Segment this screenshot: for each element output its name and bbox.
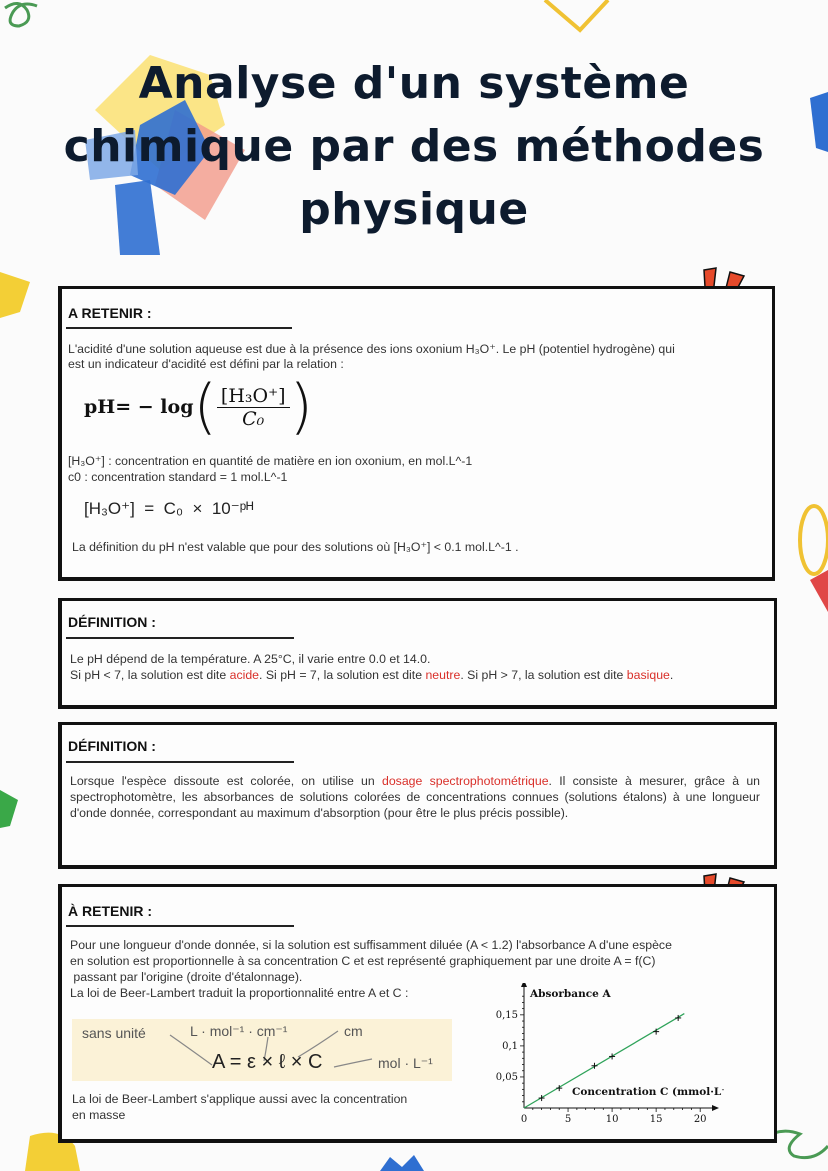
ph-range-text: Le pH dépend de la température. A 25°C, il varie entre 0.0 et 14.0. <box>70 652 431 666</box>
label-mol-per-litre: mol · L⁻¹ <box>378 1055 433 1071</box>
calibration-chart <box>488 983 724 1133</box>
x-tick-label: 15 <box>649 1114 663 1125</box>
ph-formula: pH= − log( $\frac{\text{[H₃O⁺]}}{\text{C₀}}$ ) <box>84 372 313 442</box>
beer-intro-line-1: Pour une longueur d'onde donnée, si la solution est suffisamment diluée (A < 1.2) l'absorbance A d'une espèce <box>70 938 672 952</box>
definition-h3o: [H₃O⁺] : concentration en quantité de matière en ion oxonium, en mol.L^-1 <box>68 454 473 468</box>
label-sans-unite: sans unité <box>82 1025 146 1041</box>
box-heading: DÉFINITION : <box>68 738 156 754</box>
definition-c0: c0 : concentration standard = 1 mol.L^-1 <box>68 470 288 484</box>
heading-underline <box>66 637 294 639</box>
y-tick-label: 0,1 <box>502 1040 518 1052</box>
x-axis-arrow <box>712 1105 719 1111</box>
x-tick-label: 20 <box>693 1114 707 1125</box>
term-acide: acide <box>229 668 260 682</box>
spectro-paragraph: Lorsque l'espèce dissoute est colorée, on utilise un dosage spectrophotométrique. Il consiste à mesurer, grâce à un spectrophotomètre, les absorbances de solutions colorées de concentrations connues (solutions étalons) à une longueur d'onde donnée, correspondant au maximum d'absorption (pour être le plus précis possible). <box>70 774 760 820</box>
beer-intro-line-2: en solution est proportionnelle à sa concentration C et est représenté graphiquement par une droite A = f(C) <box>70 954 656 968</box>
a-retenir-ph-box <box>58 286 775 581</box>
title-line-1: Analyse d'un système <box>138 58 690 109</box>
heading-underline <box>66 761 294 763</box>
ph-formula-numerator: [H₃O⁺] <box>217 385 290 408</box>
page-title <box>0 52 828 241</box>
box-heading: À RETENIR : <box>68 903 152 919</box>
term-dosage: dosage spectrophotométrique <box>382 774 549 788</box>
definition-spectro-box <box>58 722 777 869</box>
definition-ph-box <box>58 598 777 709</box>
intro-line-1: L'acidité d'une solution aqueuse est due à la présence des ions oxonium H₃O⁺. Le pH (potentiel hydrogène) qui <box>68 342 675 356</box>
label-cm: cm <box>344 1023 363 1039</box>
x-tick-label: 0 <box>520 1114 528 1125</box>
heading-underline <box>66 925 294 927</box>
x-tick-label: 10 <box>605 1114 619 1125</box>
box-heading: A RETENIR : <box>68 305 152 321</box>
beer-formula-main: A = ε × ℓ × C <box>212 1051 323 1073</box>
a-retenir-beer-lambert-box <box>58 884 777 1143</box>
ph-formula-lhs: pH= − log <box>84 396 194 418</box>
beer-intro-line-3: passant par l'origine (droite d'étalonnage). <box>70 970 303 984</box>
y-axis-arrow <box>521 983 527 987</box>
heading-underline <box>66 327 292 329</box>
beer-intro-line-4: La loi de Beer-Lambert traduit la proportionnalité entre A et C : <box>70 986 409 1000</box>
y-tick-label: 0,05 <box>495 1071 518 1083</box>
ph-formula-denominator: C₀ <box>242 407 265 430</box>
chart-ylabel: Absorbance A <box>530 988 611 1000</box>
validity-note: La définition du pH n'est valable que pour des solutions où [H₃O⁺] < 0.1 mol.L^-1 . <box>72 540 519 554</box>
label-epsilon-unit: L · mol⁻¹ · cm⁻¹ <box>190 1023 288 1039</box>
term-neutre: neutre <box>425 668 461 682</box>
intro-line-2: est un indicateur d'acidité est défini par la relation : <box>68 357 344 371</box>
beer-lambert-formula <box>72 1019 452 1081</box>
x-tick-label: 5 <box>564 1114 572 1125</box>
title-line-2: chimique par des méthodes <box>63 121 765 172</box>
term-basique: basique <box>626 668 670 682</box>
box-heading: DÉFINITION : <box>68 614 156 630</box>
beer-mass-note-2: en masse <box>72 1108 126 1122</box>
title-line-3: physique <box>299 184 529 235</box>
ph-classification-text: Si pH < 7, la solution est dite acide. Si pH = 7, la solution est dite neutre. Si pH > 7, la solution est dite basique. <box>70 668 674 682</box>
h3o-formula: [H₃O⁺] = C₀ × 10⁻ᵖᴴ <box>84 499 254 518</box>
chart-svg <box>488 983 724 1133</box>
y-tick-label: 0,15 <box>495 1009 518 1021</box>
chart-xlabel: Concentration C (mmol·L⁻¹) <box>572 1086 724 1098</box>
beer-mass-note-1: La loi de Beer-Lambert s'applique aussi avec la concentration <box>72 1092 408 1106</box>
